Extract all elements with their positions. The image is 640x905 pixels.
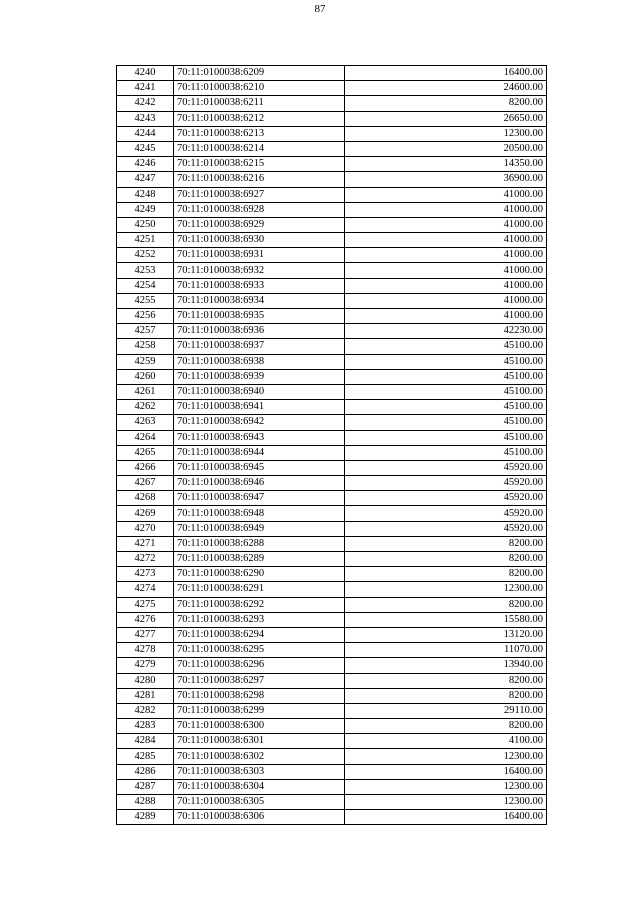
- row-number-cell: 4261: [117, 384, 174, 399]
- value-cell: 16400.00: [345, 810, 547, 825]
- cadastral-number-cell: 70:11:0100038:6938: [174, 354, 345, 369]
- table-row: [117, 430, 547, 445]
- row-number-cell: 4257: [117, 324, 174, 339]
- table-row: [117, 66, 547, 81]
- cadastral-number-cell: 70:11:0100038:6290: [174, 567, 345, 582]
- value-cell: 45920.00: [345, 521, 547, 536]
- value-cell: 12300.00: [345, 582, 547, 597]
- row-number-cell: 4249: [117, 202, 174, 217]
- value-cell: 16400.00: [345, 66, 547, 81]
- cadastral-number-cell: 70:11:0100038:6305: [174, 795, 345, 810]
- table-row: [117, 202, 547, 217]
- value-cell: 15580.00: [345, 612, 547, 627]
- cadastral-number-cell: 70:11:0100038:6943: [174, 430, 345, 445]
- value-cell: 45100.00: [345, 384, 547, 399]
- table-row: [117, 673, 547, 688]
- table-row: [117, 157, 547, 172]
- value-cell: 8200.00: [345, 597, 547, 612]
- cadastral-number-cell: 70:11:0100038:6295: [174, 643, 345, 658]
- registry-table: [116, 65, 547, 825]
- table-row: [117, 536, 547, 551]
- cadastral-number-cell: 70:11:0100038:6210: [174, 81, 345, 96]
- cadastral-number-cell: 70:11:0100038:6214: [174, 141, 345, 156]
- table-row: [117, 795, 547, 810]
- value-cell: 45100.00: [345, 369, 547, 384]
- cadastral-number-cell: 70:11:0100038:6215: [174, 157, 345, 172]
- row-number-cell: 4241: [117, 81, 174, 96]
- value-cell: 13120.00: [345, 627, 547, 642]
- value-cell: 16400.00: [345, 764, 547, 779]
- cadastral-number-cell: 70:11:0100038:6212: [174, 111, 345, 126]
- value-cell: 41000.00: [345, 233, 547, 248]
- table-row: [117, 764, 547, 779]
- value-cell: 11070.00: [345, 643, 547, 658]
- cadastral-number-cell: 70:11:0100038:6934: [174, 293, 345, 308]
- cadastral-number-cell: 70:11:0100038:6942: [174, 415, 345, 430]
- table-row: [117, 612, 547, 627]
- cadastral-number-cell: 70:11:0100038:6931: [174, 248, 345, 263]
- row-number-cell: 4263: [117, 415, 174, 430]
- row-number-cell: 4255: [117, 293, 174, 308]
- value-cell: 20500.00: [345, 141, 547, 156]
- row-number-cell: 4267: [117, 476, 174, 491]
- value-cell: 41000.00: [345, 202, 547, 217]
- cadastral-number-cell: 70:11:0100038:6303: [174, 764, 345, 779]
- row-number-cell: 4268: [117, 491, 174, 506]
- value-cell: 45920.00: [345, 506, 547, 521]
- value-cell: 45100.00: [345, 400, 547, 415]
- table-row: [117, 415, 547, 430]
- value-cell: 45100.00: [345, 445, 547, 460]
- cadastral-number-cell: 70:11:0100038:6946: [174, 476, 345, 491]
- value-cell: 45920.00: [345, 460, 547, 475]
- table-row: [117, 521, 547, 536]
- table-row: [117, 627, 547, 642]
- table-row: [117, 309, 547, 324]
- cadastral-number-cell: 70:11:0100038:6940: [174, 384, 345, 399]
- row-number-cell: 4289: [117, 810, 174, 825]
- cadastral-number-cell: 70:11:0100038:6948: [174, 506, 345, 521]
- table-row: [117, 582, 547, 597]
- row-number-cell: 4266: [117, 460, 174, 475]
- row-number-cell: 4271: [117, 536, 174, 551]
- table-row: [117, 506, 547, 521]
- value-cell: 8200.00: [345, 719, 547, 734]
- value-cell: 8200.00: [345, 552, 547, 567]
- table-row: [117, 96, 547, 111]
- cadastral-number-cell: 70:11:0100038:6297: [174, 673, 345, 688]
- row-number-cell: 4258: [117, 339, 174, 354]
- table-row: [117, 354, 547, 369]
- row-number-cell: 4259: [117, 354, 174, 369]
- cadastral-number-cell: 70:11:0100038:6945: [174, 460, 345, 475]
- table-row: [117, 749, 547, 764]
- table-row: [117, 703, 547, 718]
- cadastral-number-cell: 70:11:0100038:6928: [174, 202, 345, 217]
- row-number-cell: 4252: [117, 248, 174, 263]
- table-row: [117, 384, 547, 399]
- table-row: [117, 293, 547, 308]
- table-row: [117, 81, 547, 96]
- cadastral-number-cell: 70:11:0100038:6302: [174, 749, 345, 764]
- value-cell: 42230.00: [345, 324, 547, 339]
- row-number-cell: 4270: [117, 521, 174, 536]
- table-row: [117, 460, 547, 475]
- row-number-cell: 4280: [117, 673, 174, 688]
- value-cell: 45100.00: [345, 430, 547, 445]
- cadastral-number-cell: 70:11:0100038:6937: [174, 339, 345, 354]
- row-number-cell: 4287: [117, 779, 174, 794]
- table-row: [117, 172, 547, 187]
- row-number-cell: 4262: [117, 400, 174, 415]
- value-cell: 41000.00: [345, 248, 547, 263]
- row-number-cell: 4282: [117, 703, 174, 718]
- row-number-cell: 4260: [117, 369, 174, 384]
- row-number-cell: 4276: [117, 612, 174, 627]
- row-number-cell: 4242: [117, 96, 174, 111]
- cadastral-number-cell: 70:11:0100038:6209: [174, 66, 345, 81]
- value-cell: 45920.00: [345, 491, 547, 506]
- row-number-cell: 4244: [117, 126, 174, 141]
- registry-table-body: [117, 66, 547, 825]
- value-cell: 29110.00: [345, 703, 547, 718]
- cadastral-number-cell: 70:11:0100038:6301: [174, 734, 345, 749]
- value-cell: 8200.00: [345, 567, 547, 582]
- value-cell: 8200.00: [345, 536, 547, 551]
- value-cell: 8200.00: [345, 688, 547, 703]
- table-row: [117, 248, 547, 263]
- row-number-cell: 4269: [117, 506, 174, 521]
- row-number-cell: 4251: [117, 233, 174, 248]
- table-row: [117, 278, 547, 293]
- value-cell: 45100.00: [345, 339, 547, 354]
- cadastral-number-cell: 70:11:0100038:6292: [174, 597, 345, 612]
- table-row: [117, 400, 547, 415]
- row-number-cell: 4281: [117, 688, 174, 703]
- table-row: [117, 567, 547, 582]
- table-row: [117, 643, 547, 658]
- value-cell: 14350.00: [345, 157, 547, 172]
- row-number-cell: 4288: [117, 795, 174, 810]
- cadastral-number-cell: 70:11:0100038:6949: [174, 521, 345, 536]
- value-cell: 13940.00: [345, 658, 547, 673]
- row-number-cell: 4248: [117, 187, 174, 202]
- table-row: [117, 476, 547, 491]
- table-row: [117, 126, 547, 141]
- value-cell: 12300.00: [345, 779, 547, 794]
- value-cell: 41000.00: [345, 293, 547, 308]
- row-number-cell: 4277: [117, 627, 174, 642]
- row-number-cell: 4256: [117, 309, 174, 324]
- table-row: [117, 688, 547, 703]
- table-row: [117, 552, 547, 567]
- value-cell: 36900.00: [345, 172, 547, 187]
- cadastral-number-cell: 70:11:0100038:6294: [174, 627, 345, 642]
- row-number-cell: 4272: [117, 552, 174, 567]
- cadastral-number-cell: 70:11:0100038:6291: [174, 582, 345, 597]
- value-cell: 45100.00: [345, 415, 547, 430]
- row-number-cell: 4247: [117, 172, 174, 187]
- table-row: [117, 111, 547, 126]
- cadastral-number-cell: 70:11:0100038:6304: [174, 779, 345, 794]
- value-cell: 41000.00: [345, 278, 547, 293]
- row-number-cell: 4250: [117, 217, 174, 232]
- table-row: [117, 324, 547, 339]
- cadastral-number-cell: 70:11:0100038:6932: [174, 263, 345, 278]
- table-row: [117, 779, 547, 794]
- row-number-cell: 4245: [117, 141, 174, 156]
- cadastral-number-cell: 70:11:0100038:6300: [174, 719, 345, 734]
- cadastral-number-cell: 70:11:0100038:6293: [174, 612, 345, 627]
- cadastral-number-cell: 70:11:0100038:6306: [174, 810, 345, 825]
- value-cell: 8200.00: [345, 673, 547, 688]
- table-row: [117, 339, 547, 354]
- value-cell: 8200.00: [345, 96, 547, 111]
- cadastral-number-cell: 70:11:0100038:6935: [174, 309, 345, 324]
- cadastral-number-cell: 70:11:0100038:6216: [174, 172, 345, 187]
- cadastral-number-cell: 70:11:0100038:6944: [174, 445, 345, 460]
- value-cell: 41000.00: [345, 263, 547, 278]
- cadastral-number-cell: 70:11:0100038:6939: [174, 369, 345, 384]
- row-number-cell: 4286: [117, 764, 174, 779]
- row-number-cell: 4275: [117, 597, 174, 612]
- value-cell: 45100.00: [345, 354, 547, 369]
- row-number-cell: 4254: [117, 278, 174, 293]
- row-number-cell: 4273: [117, 567, 174, 582]
- row-number-cell: 4279: [117, 658, 174, 673]
- value-cell: 26650.00: [345, 111, 547, 126]
- cadastral-number-cell: 70:11:0100038:6296: [174, 658, 345, 673]
- row-number-cell: 4246: [117, 157, 174, 172]
- cadastral-number-cell: 70:11:0100038:6927: [174, 187, 345, 202]
- row-number-cell: 4284: [117, 734, 174, 749]
- table-row: [117, 187, 547, 202]
- table-row: [117, 810, 547, 825]
- row-number-cell: 4265: [117, 445, 174, 460]
- cadastral-number-cell: 70:11:0100038:6941: [174, 400, 345, 415]
- table-row: [117, 734, 547, 749]
- value-cell: 4100.00: [345, 734, 547, 749]
- table-row: [117, 141, 547, 156]
- cadastral-number-cell: 70:11:0100038:6930: [174, 233, 345, 248]
- table-row: [117, 217, 547, 232]
- cadastral-number-cell: 70:11:0100038:6929: [174, 217, 345, 232]
- row-number-cell: 4278: [117, 643, 174, 658]
- table-row: [117, 597, 547, 612]
- cadastral-number-cell: 70:11:0100038:6947: [174, 491, 345, 506]
- page-number: 87: [314, 3, 326, 15]
- value-cell: 41000.00: [345, 309, 547, 324]
- cadastral-number-cell: 70:11:0100038:6933: [174, 278, 345, 293]
- cadastral-number-cell: 70:11:0100038:6289: [174, 552, 345, 567]
- cadastral-number-cell: 70:11:0100038:6211: [174, 96, 345, 111]
- table-row: [117, 233, 547, 248]
- row-number-cell: 4274: [117, 582, 174, 597]
- row-number-cell: 4285: [117, 749, 174, 764]
- row-number-cell: 4243: [117, 111, 174, 126]
- table-row: [117, 719, 547, 734]
- value-cell: 45920.00: [345, 476, 547, 491]
- table-row: [117, 658, 547, 673]
- value-cell: 41000.00: [345, 187, 547, 202]
- table-row: [117, 491, 547, 506]
- table-row: [117, 369, 547, 384]
- cadastral-number-cell: 70:11:0100038:6288: [174, 536, 345, 551]
- row-number-cell: 4240: [117, 66, 174, 81]
- cadastral-number-cell: 70:11:0100038:6936: [174, 324, 345, 339]
- table-row: [117, 263, 547, 278]
- value-cell: 12300.00: [345, 749, 547, 764]
- value-cell: 12300.00: [345, 126, 547, 141]
- value-cell: 24600.00: [345, 81, 547, 96]
- value-cell: 12300.00: [345, 795, 547, 810]
- cadastral-number-cell: 70:11:0100038:6299: [174, 703, 345, 718]
- row-number-cell: 4283: [117, 719, 174, 734]
- row-number-cell: 4253: [117, 263, 174, 278]
- table-row: [117, 445, 547, 460]
- value-cell: 41000.00: [345, 217, 547, 232]
- cadastral-number-cell: 70:11:0100038:6213: [174, 126, 345, 141]
- row-number-cell: 4264: [117, 430, 174, 445]
- cadastral-number-cell: 70:11:0100038:6298: [174, 688, 345, 703]
